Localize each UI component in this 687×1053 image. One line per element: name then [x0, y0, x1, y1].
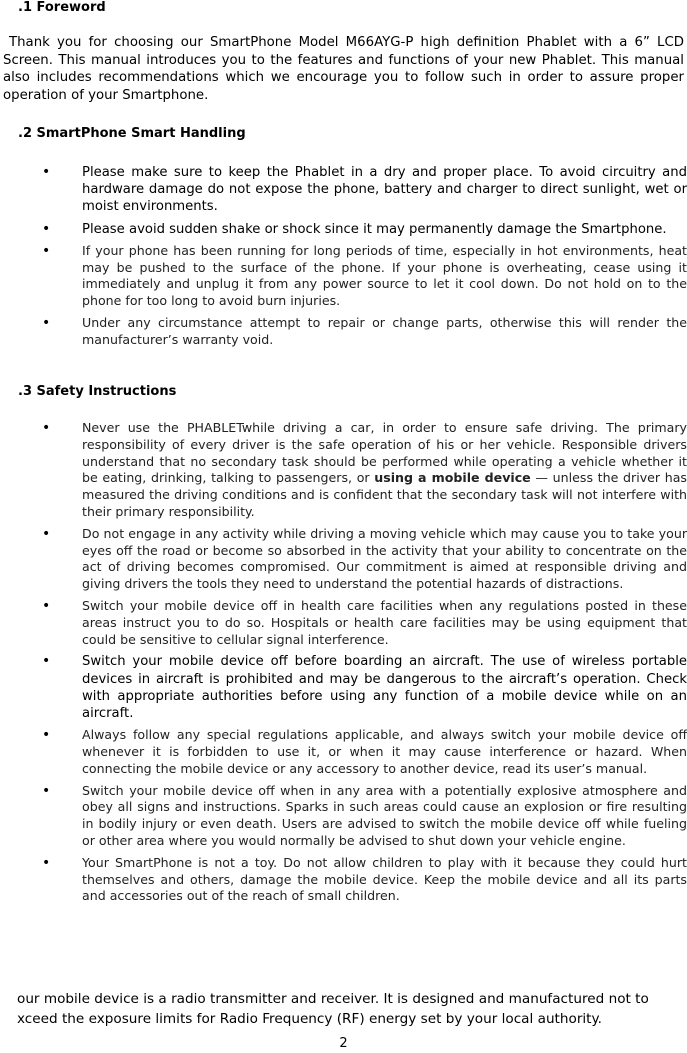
section-heading-safety: .3 Safety Instructions — [18, 384, 177, 399]
list-item-text: If your phone has been running for long periods of time, especially in hot environments, heat may be pushed to the surface of the phone. If your phone is overheating, cease using it immediately and unplug it from any power source to let it cool down. Do not hold on to the phone for too long to avoid burn injuries. — [82, 242, 687, 309]
list-item-text: Always follow any special regulations applicable, and always switch your mobile device off whenever it is forbidden to use it, or when it may cause interference or hazard. When connecting the mobile device or any accessory to another device, read its user’s manual. — [82, 727, 687, 776]
rf-notice — [17, 990, 687, 1029]
rf-notice-line-1: our mobile device is a radio transmitter and receiver. It is designed and manufactured not to — [17, 991, 649, 1007]
list-item-text: Please avoid sudden shake or shock since it may permanently damage the Smartphone. — [82, 221, 667, 237]
list-item — [42, 164, 687, 216]
list-item — [42, 783, 687, 850]
bullet-icon: • — [42, 727, 51, 744]
smart-handling-list — [42, 164, 687, 354]
foreword-text-end: high definition Phablet with a 6” LCD Screen. This manual introduces you to the features and functions of your new Phablet. This manual also includes recommendations which we encourage you to follow such in order to assure proper operation of your Smartphone. — [3, 35, 684, 103]
bullet-icon: • — [42, 525, 51, 542]
bullet-icon: • — [42, 597, 51, 614]
bullet-icon: • — [42, 242, 51, 259]
section-heading-foreword: .1 Foreword — [18, 0, 106, 15]
bullet-icon: • — [42, 782, 51, 799]
page-number: 2 — [339, 1036, 348, 1051]
list-item-text: Under any circumstance attempt to repair or change parts, otherwise this will render the manufacturer’s warranty void. — [82, 315, 687, 347]
list-item — [42, 598, 687, 648]
list-item-text: Do not engage in any activity while driving a moving vehicle which may cause you to take your eyes off the road or become so absorbed in the activity that your ability to concentrate on the act of driving becomes compromised. Our commitment is aimed at responsible driving and giving drivers the tools they need to understand the potential hazards of distractions. — [82, 525, 687, 592]
model-number: M66AYG-P — [345, 35, 414, 50]
list-item-text: — unless the driver has measured the driving conditions and is confident that the secondary task will not interfere with their primary responsibility. — [82, 470, 687, 519]
foreword-paragraph — [3, 34, 684, 104]
list-item-text: Never use the PHABLETwhile driving a car, in order to ensure safe driving. The primary responsibility of every driver is the safe operation of his or her vehicle. Responsible drivers understand that no secondary task should be performed while operating a vehicle whether it be eating, drinking, talking to passengers, or — [82, 420, 687, 486]
list-item — [42, 526, 687, 593]
list-item — [42, 420, 687, 521]
list-item — [42, 221, 687, 238]
bullet-icon: • — [42, 220, 51, 237]
list-item-text: Your SmartPhone is not a toy. Do not allow children to play with it because they could hurt themselves and others, damage the mobile device. Keep the mobile device and all its parts and accessories out of the reach of small children. — [82, 854, 687, 904]
bullet-icon: • — [42, 420, 51, 436]
list-item — [42, 653, 687, 722]
list-item-text: Switch your mobile device off in health care facilities when any regulations posted in these areas instruct you to do so. Hospitals or health care facilities may be using equipment that could be sensitive to cellular signal interference. — [82, 597, 687, 647]
list-item — [42, 243, 687, 310]
bullet-icon: • — [42, 653, 51, 670]
list-item-text: Switch your mobile device off when in any area with a potentially explosive atmosphere and obey all signs and instructions. Sparks in such areas could cause an explosion or fire resulting in bodily injury or even death. Users are advised to switch the mobile device off while fueling or other area where you would normally be advised to shut down your vehicle engine. — [82, 782, 687, 848]
section-heading-smart-handling: .2 SmartPhone Smart Handling — [18, 126, 246, 141]
list-item — [42, 855, 687, 905]
safety-list — [42, 420, 687, 910]
bullet-icon: • — [42, 315, 51, 331]
list-item — [42, 315, 687, 349]
bullet-icon: • — [42, 854, 51, 871]
list-item-text: Please make sure to keep the Phablet in a dry and proper place. To avoid circuitry and hardware damage do not expose the phone, battery and charger to direct sunlight, wet or moist environments. — [82, 165, 687, 215]
list-item — [42, 727, 687, 777]
foreword-text-start: Thank you for choosing our SmartPhone Model — [9, 35, 346, 50]
list-item-bold-text: using a mobile device — [374, 470, 531, 486]
bullet-icon: • — [42, 164, 51, 180]
list-item-text: Switch your mobile device off before boarding an aircraft. The use of wireless portable devices in aircraft is prohibited and may be dangerous to the aircraft’s operation. Check with appropriate authorities before using any function of a mobile device while on an aircraft. — [82, 654, 687, 721]
rf-notice-line-2: xceed the exposure limits for Radio Frequency (RF) energy set by your local authority. — [17, 1010, 602, 1027]
